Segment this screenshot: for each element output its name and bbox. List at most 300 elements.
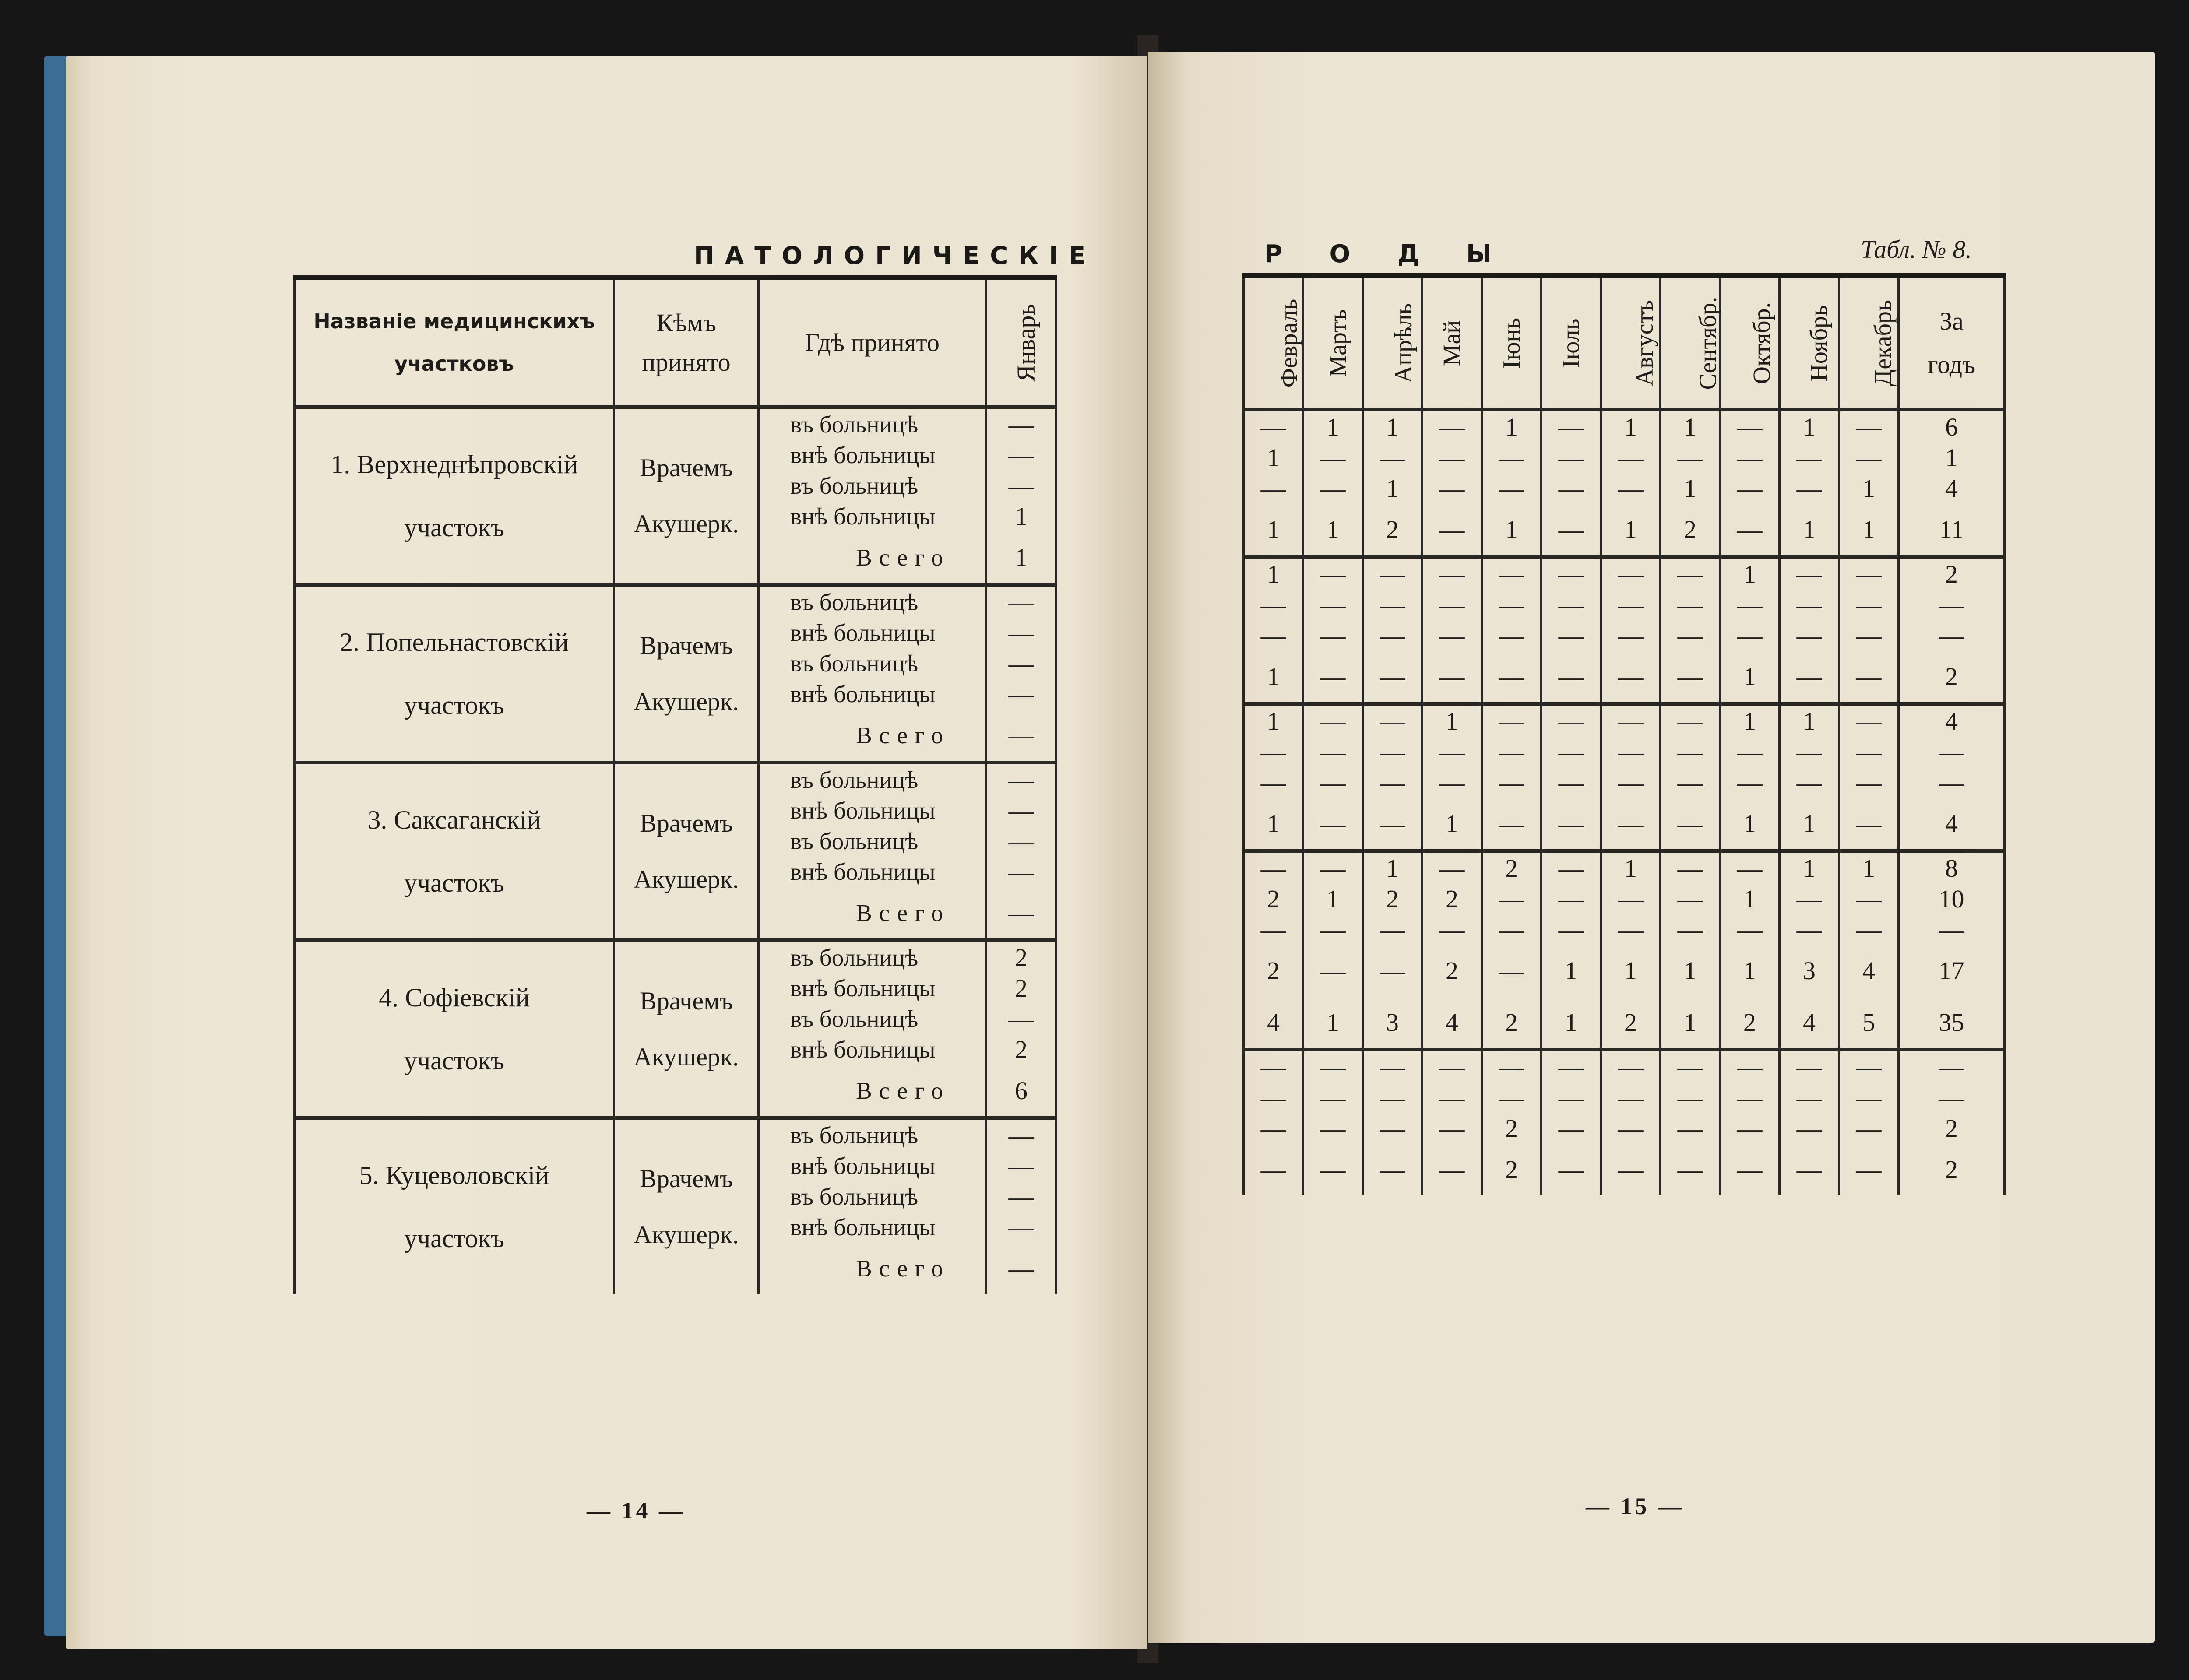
table-number: Табл. № 8. [1861,235,1972,264]
month-values-row [1244,736,2005,767]
month-value: 1 [1363,410,1422,442]
month-value: 5 [1839,996,1899,1050]
month-value: — [1780,650,1839,704]
left-table-body [295,407,1056,1294]
year-total-value: 11 [1899,503,2005,557]
who-midwife: Акушерк. [633,510,739,538]
month-value: — [1601,473,1661,503]
month-value: 1 [1601,851,1661,883]
month-value: — [1303,620,1363,650]
month-value: — [1661,914,1720,945]
month-value: — [1244,473,1303,503]
month-value: — [1482,473,1541,503]
header-month [1363,276,1422,410]
january-value: — [986,439,1056,470]
month-value: — [1244,914,1303,945]
month-value: 2 [1482,996,1541,1050]
month-value: — [1839,650,1899,704]
month-values-row [1244,767,2005,798]
month-label: Іюнь [1498,318,1525,369]
month-value: 1 [1363,851,1422,883]
left-header-row [295,278,1056,407]
month-value: — [1541,1143,1601,1195]
month-value: — [1780,767,1839,798]
who-doctor: Врачемъ [640,631,733,660]
where-label: въ больницѣ [759,648,986,678]
header-month [1780,276,1839,410]
year-total-value: — [1899,767,2005,798]
month-value: — [1661,557,1720,589]
month-value: — [1720,1082,1780,1113]
month-value: — [1422,1113,1482,1143]
where-label: въ больницѣ [759,470,986,501]
month-value: — [1422,851,1482,883]
month-value: — [1303,851,1363,883]
month-value: — [1422,410,1482,442]
month-values-row [1244,945,2005,996]
month-value: — [1839,798,1899,851]
month-label: Ноябрь [1805,305,1833,382]
month-value: 1 [1303,883,1363,914]
month-value: — [1839,1082,1899,1113]
month-label: Августъ [1631,300,1659,387]
month-value: — [1482,1082,1541,1113]
month-value: — [1422,1050,1482,1082]
month-value: — [1303,557,1363,589]
where-label: въ больницѣ [759,407,986,439]
month-value: 1 [1780,503,1839,557]
month-value: — [1422,503,1482,557]
month-value: — [1482,620,1541,650]
month-value: — [1422,620,1482,650]
month-value: — [1541,620,1601,650]
district-row [295,407,1056,439]
month-value: — [1303,589,1363,620]
month-value: — [1363,1050,1422,1082]
month-value: — [1541,557,1601,589]
month-value: — [1780,620,1839,650]
district-name [295,585,614,763]
month-value: — [1720,767,1780,798]
month-value: — [1720,442,1780,473]
who-midwife: Акушерк. [633,865,739,893]
who-doctor: Врачемъ [640,809,733,838]
month-value: — [1541,503,1601,557]
month-value: 2 [1482,851,1541,883]
month-value: 1 [1720,883,1780,914]
month-value: — [1839,1050,1899,1082]
month-value: 1 [1780,798,1839,851]
month-value: — [1839,620,1899,650]
month-value: — [1541,736,1601,767]
month-value: — [1661,1143,1720,1195]
month-value: — [1363,736,1422,767]
year-total-value: — [1899,1082,2005,1113]
month-value: — [1244,1113,1303,1143]
month-value: — [1482,557,1541,589]
district-name-line2: участокъ [404,868,505,897]
month-value: — [1363,620,1422,650]
month-value: — [1363,650,1422,704]
where-label: внѣ больницы [759,1034,986,1065]
month-value: — [1661,1050,1720,1082]
district-name-line1: 3. Саксаганскій [367,805,541,834]
month-value: — [1720,589,1780,620]
month-value: — [1541,767,1601,798]
month-value: 1 [1303,996,1363,1050]
district-name [295,1118,614,1294]
year-total-value: 10 [1899,883,2005,914]
month-value: — [1303,945,1363,996]
month-value: 2 [1244,945,1303,996]
month-value: — [1422,1082,1482,1113]
district-name-line1: 4. Софіевскій [379,983,530,1012]
month-value: — [1303,442,1363,473]
district-name-line1: 2. Попельнастовскій [340,628,569,657]
header-month-january: Январь [986,278,1056,407]
month-value: — [1661,1113,1720,1143]
month-value: — [1422,736,1482,767]
month-value: 1 [1839,851,1899,883]
who-midwife: Акушерк. [633,1043,739,1071]
year-total-value: 17 [1899,945,2005,996]
month-value: — [1422,473,1482,503]
month-value: — [1482,798,1541,851]
month-value: 2 [1244,883,1303,914]
month-value: — [1482,883,1541,914]
where-label: внѣ больницы [759,617,986,648]
year-total-value: 4 [1899,704,2005,736]
month-values-row [1244,798,2005,851]
january-value: — [986,1003,1056,1034]
month-value: — [1482,736,1541,767]
month-value: — [1541,1082,1601,1113]
month-value: — [1661,442,1720,473]
month-value: — [1720,410,1780,442]
where-label: внѣ больницы [759,795,986,826]
month-value: 1 [1422,798,1482,851]
month-value: — [1601,650,1661,704]
month-value: — [1244,1050,1303,1082]
month-value: 1 [1244,704,1303,736]
january-value: 1 [986,501,1056,531]
where-label: въ больницѣ [759,585,986,617]
month-values-row [1244,442,2005,473]
month-value: — [1601,736,1661,767]
month-value: — [1363,945,1422,996]
total-label: Всего [759,709,986,763]
month-value: 1 [1661,996,1720,1050]
month-value: — [1244,410,1303,442]
month-value: — [1839,736,1899,767]
header-month [1839,276,1899,410]
january-value: 6 [986,1065,1056,1118]
month-values-row [1244,650,2005,704]
month-value: 1 [1244,442,1303,473]
month-value: 1 [1720,798,1780,851]
january-value: 1 [986,531,1056,585]
header-month [1541,276,1601,410]
month-value: — [1661,650,1720,704]
month-value: — [1839,883,1899,914]
where-label: внѣ больницы [759,501,986,531]
month-value: — [1541,1050,1601,1082]
year-total-value: 1 [1899,442,2005,473]
month-value: 1 [1303,503,1363,557]
month-value: 1 [1244,503,1303,557]
who-doctor: Врачемъ [640,987,733,1016]
january-value: — [986,826,1056,856]
month-values-row [1244,914,2005,945]
where-label: внѣ больницы [759,1150,986,1181]
month-value: — [1780,1082,1839,1113]
month-value: — [1601,589,1661,620]
who-midwife: Акушерк. [633,1220,739,1249]
january-value: — [986,887,1056,940]
month-value: — [1422,589,1482,620]
month-value: — [1780,589,1839,620]
month-value: — [1780,1050,1839,1082]
month-value: — [1303,1143,1363,1195]
month-value: — [1363,767,1422,798]
month-value: — [1541,473,1601,503]
january-value: — [986,407,1056,439]
header-where: Гдѣ принято [759,278,986,407]
month-label: Февраль [1275,299,1303,388]
month-value: — [1541,704,1601,736]
january-value: — [986,617,1056,648]
month-value: 4 [1244,996,1303,1050]
district-name-line1: 5. Куцеволовскій [359,1161,549,1190]
month-value: — [1422,767,1482,798]
month-value: 1 [1601,503,1661,557]
month-value: — [1601,914,1661,945]
left-table [293,275,1057,1294]
month-value: — [1541,1113,1601,1143]
where-label: въ больницѣ [759,763,986,795]
month-value: 1 [1720,945,1780,996]
month-values-row [1244,589,2005,620]
month-value: — [1363,589,1422,620]
who-cell [614,1118,759,1294]
header-month [1303,276,1363,410]
month-values-row [1244,704,2005,736]
month-value: 4 [1422,996,1482,1050]
month-value: 2 [1363,503,1422,557]
month-value: — [1244,736,1303,767]
month-value: — [1780,557,1839,589]
header-who: Кѣмъ принято [614,278,759,407]
month-value: 4 [1839,945,1899,996]
month-values-row [1244,410,2005,442]
month-value: 2 [1422,945,1482,996]
year-total-value: 4 [1899,473,2005,503]
month-value: — [1363,557,1422,589]
total-label: Всего [759,531,986,585]
district-name [295,407,614,585]
month-values-row [1244,851,2005,883]
month-value: — [1363,1143,1422,1195]
month-value: 1 [1661,473,1720,503]
year-total-value: — [1899,914,2005,945]
month-value: — [1661,1082,1720,1113]
district-row [295,585,1056,617]
month-value: 4 [1780,996,1839,1050]
month-value: — [1661,798,1720,851]
month-value: 2 [1661,503,1720,557]
who-cell [614,763,759,940]
month-value: 1 [1661,945,1720,996]
month-values-row [1244,1050,2005,1082]
month-values-row [1244,473,2005,503]
month-value: — [1363,1082,1422,1113]
month-value: — [1780,914,1839,945]
where-label: въ больницѣ [759,940,986,973]
january-value: — [986,678,1056,709]
month-value: — [1541,650,1601,704]
month-value: — [1720,914,1780,945]
month-values-row [1244,1143,2005,1195]
right-table-body [1244,410,2005,1195]
month-value: — [1482,589,1541,620]
where-label: въ больницѣ [759,1118,986,1150]
month-value: — [1601,1082,1661,1113]
month-value: — [1661,620,1720,650]
month-value: — [1661,883,1720,914]
total-label: Всего [759,887,986,940]
month-values-row [1244,1113,2005,1143]
january-value: 2 [986,940,1056,973]
month-value: 2 [1482,1143,1541,1195]
who-cell [614,407,759,585]
month-value: 1 [1720,557,1780,589]
month-value: — [1303,736,1363,767]
month-value: 2 [1720,996,1780,1050]
month-value: 1 [1780,704,1839,736]
year-total-line2: годъ [1927,350,1976,379]
month-value: — [1601,1143,1661,1195]
year-total-value: 35 [1899,996,2005,1050]
month-value: — [1839,1143,1899,1195]
month-value: — [1422,914,1482,945]
month-value: 3 [1363,996,1422,1050]
month-label: Сентябр. [1694,296,1722,390]
district-name-line2: участокъ [404,1046,505,1075]
month-value: — [1482,704,1541,736]
month-value: — [1363,442,1422,473]
month-value: — [1422,1143,1482,1195]
january-value: — [986,1118,1056,1150]
month-value: — [1363,704,1422,736]
january-value: — [986,470,1056,501]
month-value: 3 [1780,945,1839,996]
month-value: — [1661,767,1720,798]
year-total-value: — [1899,589,2005,620]
month-value: — [1839,914,1899,945]
month-value: — [1839,767,1899,798]
month-value: — [1244,1082,1303,1113]
month-value: 2 [1422,883,1482,914]
district-name-line1: 1. Верхнеднѣпровскій [331,450,578,479]
header-month [1720,276,1780,410]
january-value: — [986,1181,1056,1212]
month-value: — [1780,736,1839,767]
january-value: 2 [986,1034,1056,1065]
header-month [1422,276,1482,410]
month-values-row [1244,503,2005,557]
month-value: — [1541,883,1601,914]
month-value: 1 [1482,410,1541,442]
month-value: — [1422,557,1482,589]
january-value: 2 [986,973,1056,1003]
year-total-value: 2 [1899,1143,2005,1195]
month-value: 1 [1303,410,1363,442]
month-value: — [1601,767,1661,798]
who-cell [614,940,759,1118]
month-value: — [1244,589,1303,620]
month-value: — [1601,442,1661,473]
month-value: — [1780,473,1839,503]
month-value: — [1541,914,1601,945]
january-value: — [986,648,1056,678]
month-value: — [1482,945,1541,996]
month-value: 2 [1601,996,1661,1050]
year-total-value: 2 [1899,1113,2005,1143]
district-name-line2: участокъ [404,1224,505,1253]
header-month [1661,276,1720,410]
where-label: внѣ больницы [759,973,986,1003]
month-value: — [1780,1143,1839,1195]
month-value: — [1303,767,1363,798]
month-value: — [1244,620,1303,650]
year-total-value: 8 [1899,851,2005,883]
month-value: 1 [1601,945,1661,996]
month-value: — [1303,914,1363,945]
month-value: — [1839,589,1899,620]
district-row [295,763,1056,795]
month-label: Декабрь [1869,300,1897,387]
where-label: въ больницѣ [759,1003,986,1034]
month-value: 1 [1541,945,1601,996]
month-value: — [1661,704,1720,736]
header-month [1244,276,1303,410]
month-value: — [1482,442,1541,473]
month-value: — [1601,557,1661,589]
month-value: 1 [1780,851,1839,883]
month-value: 1 [1541,996,1601,1050]
month-label: Апрѣль [1390,303,1418,383]
month-value: — [1720,1050,1780,1082]
month-value: — [1839,1113,1899,1143]
month-values-row [1244,883,2005,914]
month-value: 1 [1244,650,1303,704]
month-value: — [1363,1113,1422,1143]
district-row [295,940,1056,973]
header-district-name: Названіе медицинскихъ участковъ [295,278,614,407]
month-value: — [1839,410,1899,442]
month-value: — [1363,914,1422,945]
month-values-row [1244,557,2005,589]
month-value: 1 [1601,410,1661,442]
month-value: — [1780,883,1839,914]
january-value: — [986,795,1056,826]
month-value: — [1720,851,1780,883]
month-value: — [1720,736,1780,767]
month-value: — [1601,704,1661,736]
district-name [295,763,614,940]
month-value: 1 [1839,503,1899,557]
month-value: — [1541,410,1601,442]
